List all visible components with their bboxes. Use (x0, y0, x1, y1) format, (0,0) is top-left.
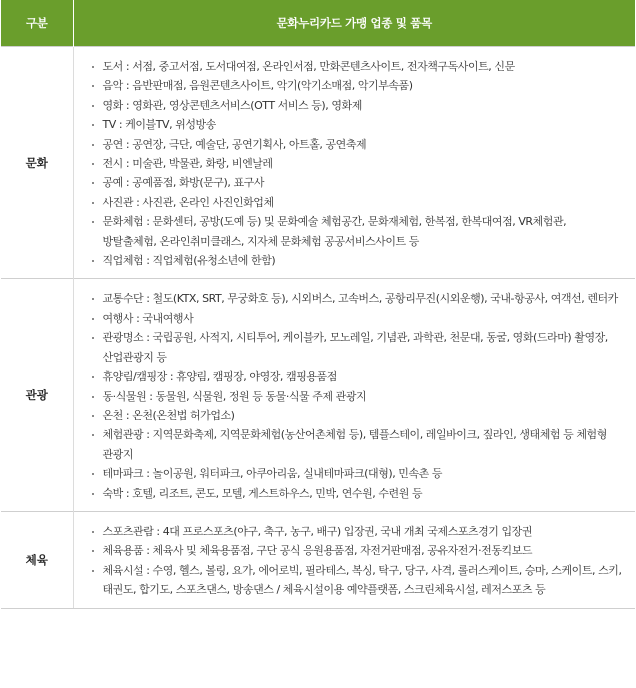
category-sports: 체육 (1, 511, 73, 608)
list-item: 체육시설 : 수영, 헬스, 볼링, 요가, 에어로빅, 필라테스, 복싱, 탁구, 당구, 사격, 롤러스케이트, 승마, 스케이트, 스키, 태권도, 합기도, 스포츠댄스, 방송댄스 / 체육시설이용 예약플랫폼, 스크린체육시설, 레저스포츠 등 (89, 561, 624, 600)
list-item: 직업체험 : 직업체험(유청소년에 한함) (89, 251, 624, 270)
list-item: 체육용품 : 체육사 및 체육용품점, 구단 공식 응원용품점, 자전거판매점, 공유자전거·전동킥보드 (89, 541, 624, 560)
item-list (89, 522, 624, 600)
table-header-row (1, 0, 635, 47)
list-item: 공연 : 공연장, 극단, 예술단, 공연기획사, 아트홀, 공연축제 (89, 135, 624, 154)
list-item: 관광명소 : 국립공원, 사적지, 시티투어, 케이블카, 모노레일, 기념관, 과학관, 천문대, 동굴, 영화(드라마) 촬영장, 산업관광지 등 (89, 328, 624, 367)
list-item: 숙박 : 호텔, 리조트, 콘도, 모텔, 게스트하우스, 민박, 연수원, 수련원 등 (89, 484, 624, 503)
list-item: 체험관광 : 지역문화축제, 지역문화체험(농산어촌체험 등), 템플스테이, 레일바이크, 짚라인, 생태체험 등 체험형 관광지 (89, 425, 624, 464)
items-culture (73, 47, 635, 279)
list-item: 영화 : 영화관, 영상콘텐츠서비스(OTT 서비스 등), 영화제 (89, 96, 624, 115)
list-item: 문화체험 : 문화센터, 공방(도예 등) 및 문화예술 체험공간, 문화재체험, 한복점, 한복대여점, VR체험관, 방탈출체험, 온라인취미클래스, 지자체 문화체험 공공서비스사이트 등 (89, 212, 624, 251)
item-list (89, 289, 624, 502)
table-row-sports (1, 511, 635, 608)
list-item: 교통수단 : 철도(KTX, SRT, 무궁화호 등), 시외버스, 고속버스, 공항리무진(시외운행), 국내-항공사, 여객선, 렌터카 (89, 289, 624, 308)
table-row-tourism (1, 279, 635, 511)
list-item: 온천 : 온천(온천법 허가업소) (89, 406, 624, 425)
list-item: 테마파크 : 놀이공원, 워터파크, 아쿠아리움, 실내테마파크(대형), 민속촌 등 (89, 464, 624, 483)
category-culture: 문화 (1, 47, 73, 279)
list-item: 사진관 : 사진관, 온라인 사진인화업체 (89, 193, 624, 212)
list-item: 공예 : 공예품점, 화방(문구), 표구사 (89, 173, 624, 192)
list-item: 전시 : 미술관, 박물관, 화랑, 비엔날레 (89, 154, 624, 173)
list-item: 동·식물원 : 동물원, 식물원, 정원 등 동물·식물 주제 관광지 (89, 387, 624, 406)
header-category: 구분 (1, 0, 73, 47)
table-row-culture (1, 47, 635, 279)
items-tourism (73, 279, 635, 511)
items-sports (73, 511, 635, 608)
list-item: 여행사 : 국내여행사 (89, 309, 624, 328)
list-item: 스포츠관람 : 4대 프로스포츠(야구, 축구, 농구, 배구) 입장권, 국내 개최 국제스포츠경기 입장권 (89, 522, 624, 541)
header-items: 문화누리카드 가맹 업종 및 품목 (73, 0, 635, 47)
item-list (89, 57, 624, 270)
list-item: 도서 : 서점, 중고서점, 도서대여점, 온라인서점, 만화콘텐츠사이트, 전자책구독사이트, 신문 (89, 57, 624, 76)
category-tourism: 관광 (1, 279, 73, 511)
list-item: 휴양림/캠핑장 : 휴양림, 캠핑장, 야영장, 캠핑용품점 (89, 367, 624, 386)
list-item: 음악 : 음반판매점, 음원콘텐츠사이트, 악기(악기소매점, 악기부속품) (89, 76, 624, 95)
list-item: TV : 케이블TV, 위성방송 (89, 115, 624, 134)
card-merchant-table (1, 0, 635, 609)
